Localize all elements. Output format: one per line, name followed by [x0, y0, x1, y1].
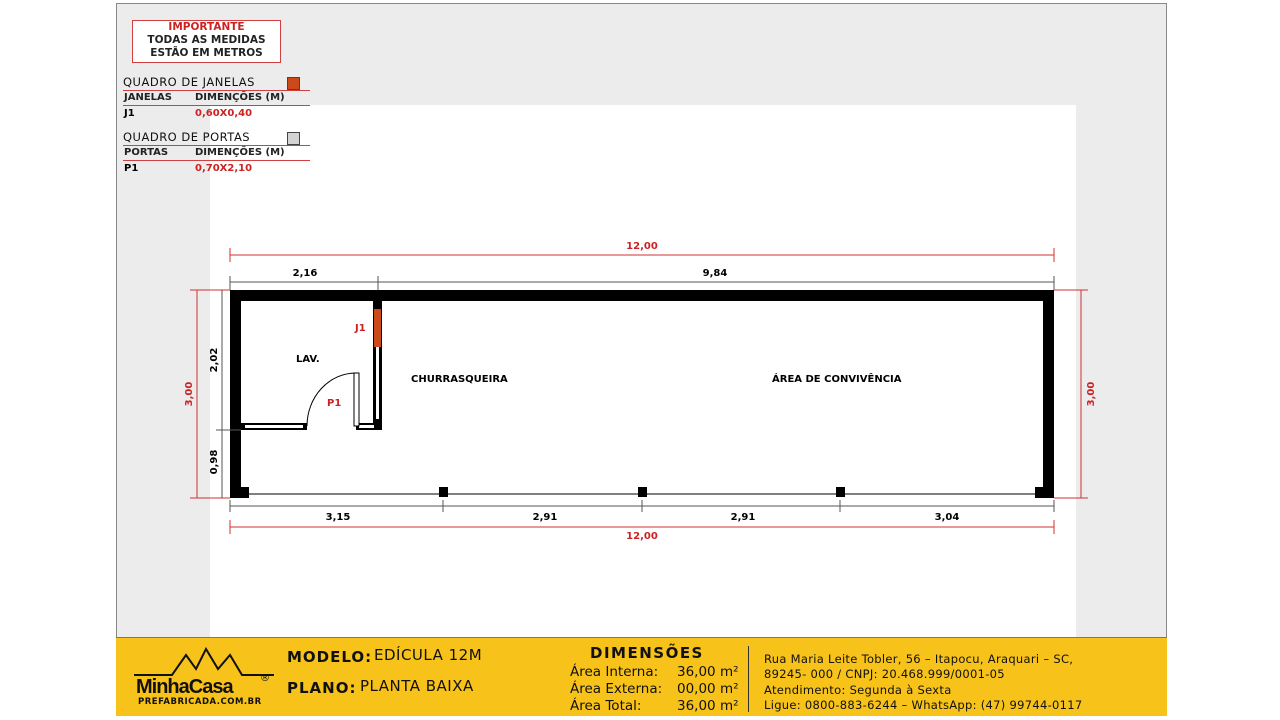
- dim-bottom-3: 2,91: [730, 512, 756, 523]
- wall-right: [1043, 290, 1054, 498]
- dim-left-lower: 0,98: [209, 449, 220, 475]
- dim-left-upper: 2,02: [209, 347, 220, 373]
- interior-wall: [373, 300, 382, 430]
- windows-col-dim: DIMENÇÕES (M): [195, 92, 285, 103]
- modelo-label: MODELO:: [287, 648, 373, 666]
- brand-name: MinhaCasa: [136, 676, 233, 698]
- dim-bottom-2: 2,91: [532, 512, 558, 523]
- room-label-churrasqueira: CHURRASQUEIRA: [411, 374, 508, 385]
- pillar-1: [439, 487, 448, 497]
- note-line-2: TODAS AS MEDIDAS: [147, 34, 266, 46]
- area-interna-value: 36,00 m²: [677, 664, 739, 680]
- doors-col-dim: DIMENÇÕES (M): [195, 147, 285, 158]
- window-dim: 0,60X0,40: [195, 108, 253, 119]
- door-id: P1: [124, 163, 139, 174]
- door-label: P1: [327, 398, 342, 409]
- dim-top-right: 9,84: [702, 268, 728, 279]
- hours-line: Atendimento: Segunda à Sexta: [764, 683, 952, 697]
- door-dim: 0,70X2,10: [195, 163, 253, 174]
- area-interna-label: Área Interna:: [570, 664, 659, 680]
- address-line-2: 89245- 000 / CNPJ: 20.468.999/0001-05: [764, 667, 1005, 681]
- pillar-right: [1035, 487, 1054, 498]
- pillar-left: [230, 487, 249, 498]
- brand-sub: PREFABRICADA.COM.BR: [138, 697, 262, 707]
- windows-col-id: JANELAS: [124, 92, 172, 103]
- window-id: J1: [124, 108, 135, 119]
- note-title: IMPORTANTE: [168, 21, 245, 33]
- area-externa-value: 00,00 m²: [677, 681, 739, 697]
- area-total-label: Área Total:: [570, 698, 642, 714]
- dimensions-title: DIMENSÕES: [590, 644, 704, 662]
- doors-col-id: PORTAS: [124, 147, 169, 158]
- area-externa-label: Área Externa:: [570, 681, 663, 697]
- windows-table-title-text: QUADRO DE JANELAS: [123, 75, 255, 89]
- window-label: J1: [355, 323, 366, 334]
- room-label-convivencia: ÁREA DE CONVIVÊNCIA: [772, 374, 902, 385]
- dim-right-total: 3,00: [1086, 381, 1097, 407]
- window-j1: [374, 309, 381, 347]
- wall-top: [230, 290, 1054, 301]
- dim-bottom-total: 12,00: [626, 531, 658, 542]
- brand-logo: [134, 647, 274, 707]
- pillar-2: [638, 487, 647, 497]
- dim-left-total: 3,00: [184, 381, 195, 407]
- modelo-value: EDÍCULA 12M: [374, 646, 483, 664]
- contact-line: Ligue: 0800-883-6244 – WhatsApp: (47) 99744-0117: [764, 698, 1083, 712]
- wall-left: [230, 290, 241, 498]
- doors-table-title-text: QUADRO DE PORTAS: [123, 130, 251, 144]
- roof-icon: [134, 649, 274, 675]
- registered-icon: ®: [260, 673, 270, 684]
- address-line-1: Rua Maria Leite Tobler, 56 – Itapocu, Araquari – SC,: [764, 652, 1074, 666]
- footer-divider: [748, 646, 749, 712]
- plano-label: PLANO:: [287, 679, 357, 697]
- plano-value: PLANTA BAIXA: [360, 677, 474, 695]
- dim-bottom-4: 3,04: [934, 512, 960, 523]
- note-line-3: ESTÃO EM METROS: [150, 47, 263, 59]
- dim-top-left: 2,16: [292, 268, 318, 279]
- dim-top-total: 12,00: [626, 241, 658, 252]
- dim-bottom-1: 3,15: [325, 512, 351, 523]
- room-label-lav: LAV.: [296, 354, 320, 365]
- area-total-value: 36,00 m²: [677, 698, 739, 714]
- pillar-3: [836, 487, 845, 497]
